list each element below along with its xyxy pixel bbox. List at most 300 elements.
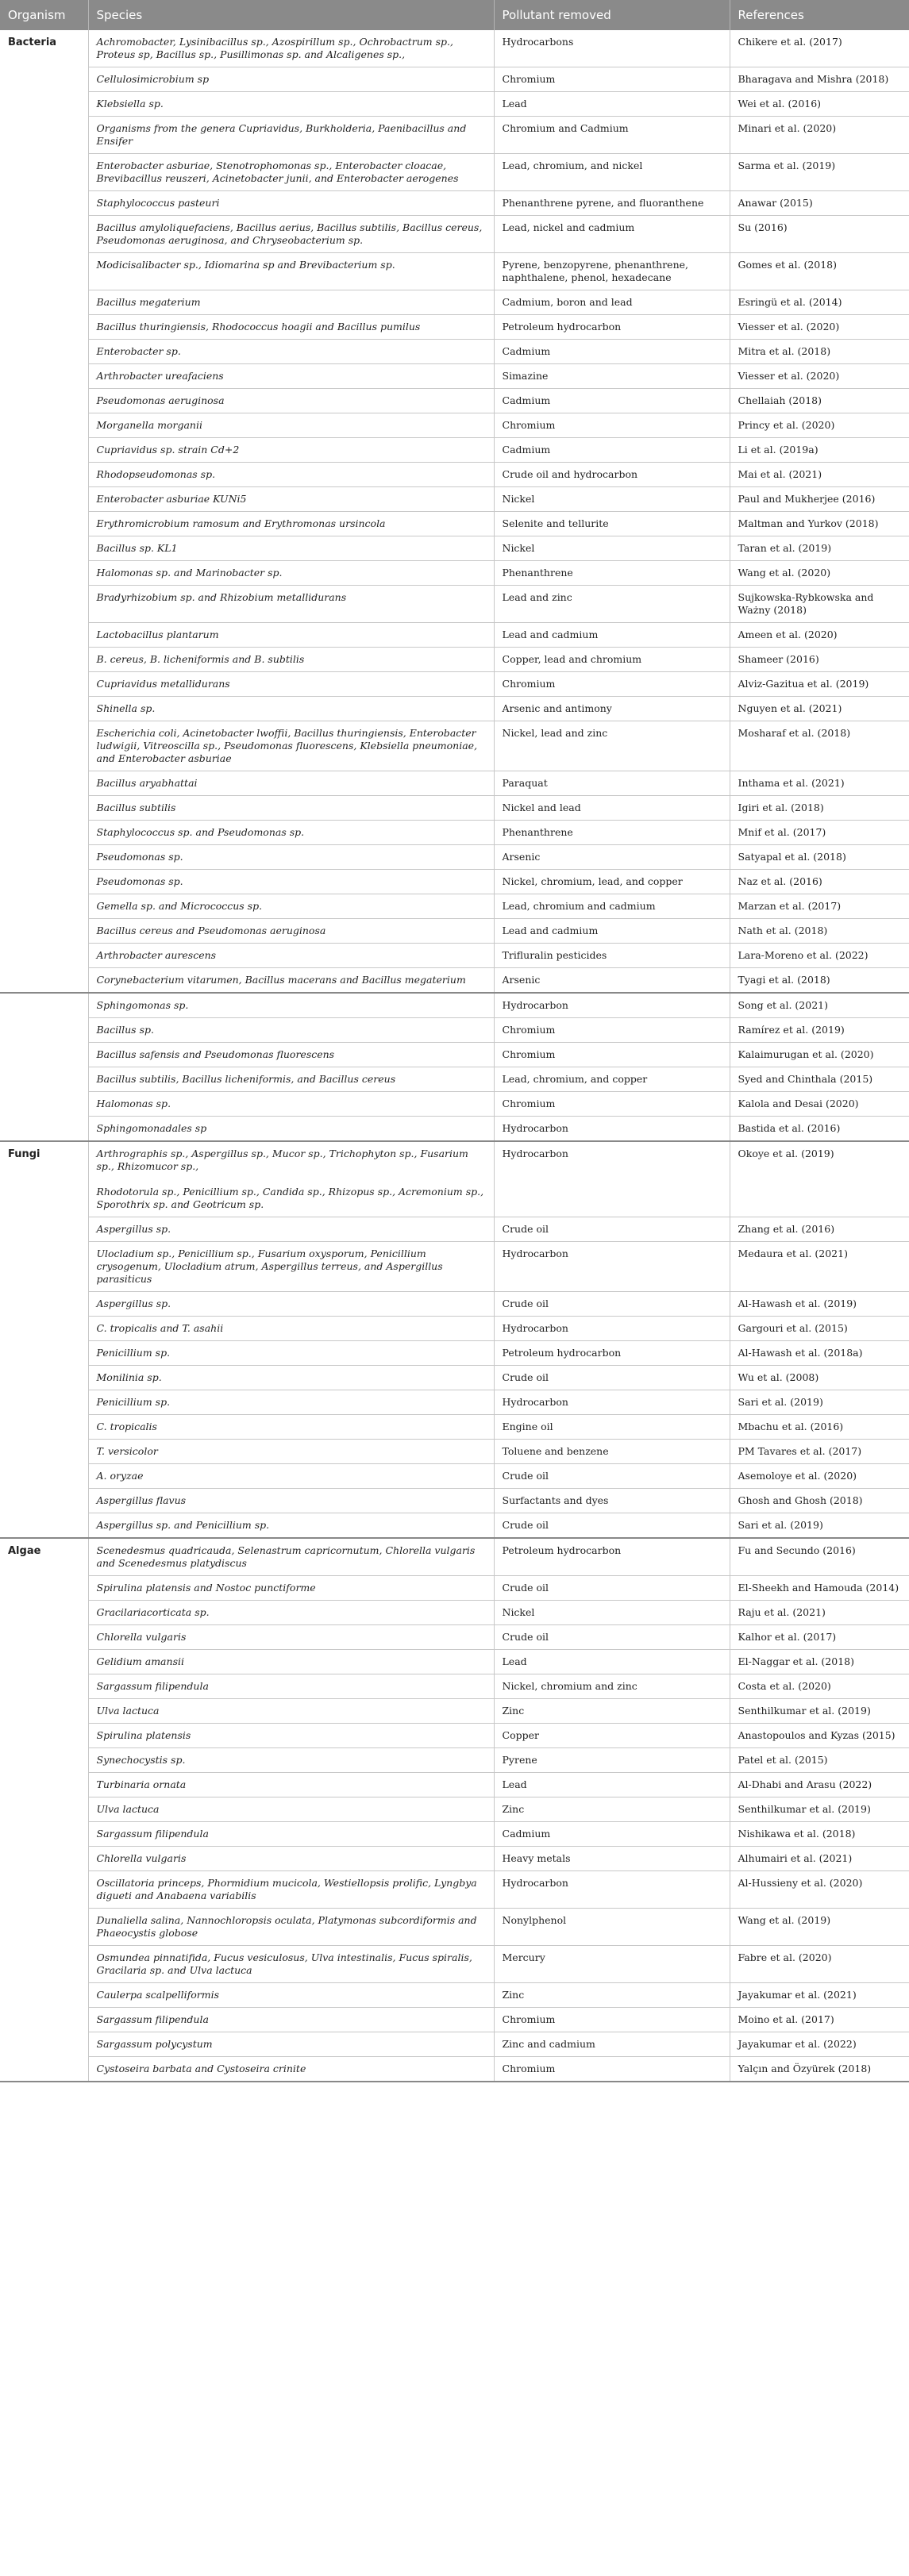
species-cell: Aspergillus sp. <box>88 1292 494 1317</box>
species-cell: Cellulosimicrobium sp <box>88 67 494 92</box>
table-row <box>0 290 909 315</box>
table-row <box>0 1748 909 1773</box>
pollutant-cell: Surfactants and dyes <box>494 1489 730 1513</box>
species-cell: Corynebacterium vitarumen, Bacillus macerans and Bacillus megaterium <box>88 968 494 994</box>
species-cell: Monilinia sp. <box>88 1366 494 1390</box>
reference-cell: Al-Hawash et al. (2019) <box>730 1292 909 1317</box>
pollutant-cell: Chromium <box>494 672 730 697</box>
table-row <box>0 1317 909 1341</box>
pollutant-cell: Chromium and Cadmium <box>494 117 730 154</box>
pollutant-cell: Petroleum hydrocarbon <box>494 315 730 340</box>
species-cell: Bacillus safensis and Pseudomonas fluorescens <box>88 1043 494 1067</box>
table-row <box>0 1366 909 1390</box>
table-row <box>0 845 909 870</box>
pollutant-cell: Engine oil <box>494 1415 730 1440</box>
table-row <box>0 561 909 586</box>
pollutant-cell: Crude oil <box>494 1366 730 1390</box>
reference-cell: Chikere et al. (2017) <box>730 30 909 67</box>
pollutant-cell: Hydrocarbon <box>494 1117 730 1142</box>
reference-cell: Maltman and Yurkov (2018) <box>730 512 909 536</box>
pollutant-cell: Hydrocarbon <box>494 993 730 1018</box>
reference-cell: Minari et al. (2020) <box>730 117 909 154</box>
species-cell: Chlorella vulgaris <box>88 1625 494 1650</box>
table-row <box>0 1390 909 1415</box>
pollutant-cell: Nickel, chromium and zinc <box>494 1674 730 1699</box>
species-cell: B. cereus, B. licheniformis and B. subtilis <box>88 648 494 672</box>
species-cell: Arthrobacter aurescens <box>88 944 494 968</box>
reference-cell: Al-Dhabi and Arasu (2022) <box>730 1773 909 1797</box>
species-cell: Sargassum filipendula <box>88 2008 494 2032</box>
table-row <box>0 438 909 463</box>
table-row <box>0 993 909 1018</box>
species-cell: Caulerpa scalpelliformis <box>88 1983 494 2008</box>
reference-cell: Viesser et al. (2020) <box>730 364 909 389</box>
reference-cell: Tyagi et al. (2018) <box>730 968 909 994</box>
pollutant-cell: Zinc <box>494 1797 730 1822</box>
reference-cell: Ghosh and Ghosh (2018) <box>730 1489 909 1513</box>
species-cell: C. tropicalis and T. asahii <box>88 1317 494 1341</box>
table-row <box>0 30 909 67</box>
pollutant-cell: Chromium <box>494 2057 730 2082</box>
table-row <box>0 1415 909 1440</box>
reference-cell: Sari et al. (2019) <box>730 1390 909 1415</box>
table-row <box>0 1601 909 1625</box>
species-cell: Aspergillus sp. <box>88 1217 494 1242</box>
species-cell: Morganella morganii <box>88 413 494 438</box>
pollutant-cell: Zinc <box>494 1699 730 1724</box>
species-cell: Sargassum filipendula <box>88 1674 494 1699</box>
table-row <box>0 1242 909 1292</box>
table-row <box>0 1292 909 1317</box>
pollutant-cell: Nickel <box>494 1601 730 1625</box>
table-row <box>0 1650 909 1674</box>
table-row <box>0 1773 909 1797</box>
pollutant-cell: Paraquat <box>494 771 730 796</box>
table-row <box>0 623 909 648</box>
table-row <box>0 771 909 796</box>
reference-cell: Mai et al. (2021) <box>730 463 909 487</box>
reference-cell: Paul and Mukherjee (2016) <box>730 487 909 512</box>
pollutant-cell: Chromium <box>494 1043 730 1067</box>
species-cell: Lactobacillus plantarum <box>88 623 494 648</box>
table-row <box>0 1538 909 1576</box>
species-cell: Arthrobacter ureafaciens <box>88 364 494 389</box>
reference-cell: Mitra et al. (2018) <box>730 340 909 364</box>
species-cell: Gelidium amansii <box>88 1650 494 1674</box>
table-row <box>0 968 909 994</box>
reference-cell: Mosharaf et al. (2018) <box>730 721 909 771</box>
reference-cell: Lara-Moreno et al. (2022) <box>730 944 909 968</box>
pollutant-cell: Crude oil <box>494 1625 730 1650</box>
reference-cell: Nguyen et al. (2021) <box>730 697 909 721</box>
reference-cell: Princy et al. (2020) <box>730 413 909 438</box>
species-cell: Bacillus thuringiensis, Rhodococcus hoagii and Bacillus pumilus <box>88 315 494 340</box>
table-row <box>0 1847 909 1871</box>
table-row <box>0 1871 909 1909</box>
species-cell: Cupriavidus sp. strain Cd+2 <box>88 438 494 463</box>
species-cell: Cystoseira barbata and Cystoseira crinite <box>88 2057 494 2082</box>
species-cell: Gemella sp. and Micrococcus sp. <box>88 894 494 919</box>
table-row <box>0 1464 909 1489</box>
pollutant-cell: Cadmium <box>494 340 730 364</box>
table-row <box>0 821 909 845</box>
pollutant-cell: Lead and cadmium <box>494 623 730 648</box>
pollutant-cell: Hydrocarbon <box>494 1317 730 1341</box>
pollutant-cell: Nonylphenol <box>494 1909 730 1946</box>
species-cell: Aspergillus sp. and Penicillium sp. <box>88 1513 494 1539</box>
table-row <box>0 1018 909 1043</box>
pollutant-cell: Chromium <box>494 67 730 92</box>
table-row <box>0 2008 909 2032</box>
species-cell: Sphingomonadales sp <box>88 1117 494 1142</box>
table-row <box>0 870 909 894</box>
species-cell: Sargassum polycystum <box>88 2032 494 2057</box>
pollutant-cell: Lead and zinc <box>494 586 730 623</box>
table-header <box>0 0 909 30</box>
pollutant-cell: Crude oil <box>494 1513 730 1539</box>
table-row <box>0 1699 909 1724</box>
table-row <box>0 586 909 623</box>
reference-cell: Nishikawa et al. (2018) <box>730 1822 909 1847</box>
table-row <box>0 1576 909 1601</box>
table-body <box>0 30 909 2082</box>
reference-cell: Marzan et al. (2017) <box>730 894 909 919</box>
reference-cell: Satyapal et al. (2018) <box>730 845 909 870</box>
reference-cell: Naz et al. (2016) <box>730 870 909 894</box>
species-cell: Staphylococcus sp. and Pseudomonas sp. <box>88 821 494 845</box>
table-row <box>0 389 909 413</box>
header-organism: Organism <box>0 0 88 30</box>
table-row <box>0 697 909 721</box>
pollutant-cell: Phenanthrene pyrene, and fluoranthene <box>494 191 730 216</box>
reference-cell: Wei et al. (2016) <box>730 92 909 117</box>
species-cell: Chlorella vulgaris <box>88 1847 494 1871</box>
table-row <box>0 364 909 389</box>
table-row <box>0 1440 909 1464</box>
table-row <box>0 1489 909 1513</box>
species-cell: Bacillus sp. <box>88 1018 494 1043</box>
reference-cell: Wu et al. (2008) <box>730 1366 909 1390</box>
pollutant-cell: Lead, chromium and cadmium <box>494 894 730 919</box>
reference-cell: Inthama et al. (2021) <box>730 771 909 796</box>
table-row <box>0 672 909 697</box>
header-pollutant: Pollutant removed <box>494 0 730 30</box>
pollutant-cell: Hydrocarbon <box>494 1390 730 1415</box>
reference-cell: Mbachu et al. (2016) <box>730 1415 909 1440</box>
reference-cell: Kalaimurugan et al. (2020) <box>730 1043 909 1067</box>
pollutant-cell: Nickel, chromium, lead, and copper <box>494 870 730 894</box>
reference-cell: Nath et al. (2018) <box>730 919 909 944</box>
organism-group-cell: Algae <box>0 1538 88 2082</box>
table-row <box>0 796 909 821</box>
species-cell: Escherichia coli, Acinetobacter lwoffii, Bacillus thuringiensis, Enterobacter ludwigii, Vitreoscilla sp., Pseudomonas fluorescens, Klebsiella pneumoniae, and Enterobacter asburiae <box>88 721 494 771</box>
species-cell: Enterobacter asburiae KUNi5 <box>88 487 494 512</box>
pollutant-cell: Nickel <box>494 487 730 512</box>
pollutant-cell: Chromium <box>494 413 730 438</box>
reference-cell: Kalhor et al. (2017) <box>730 1625 909 1650</box>
species-cell: Penicillium sp. <box>88 1341 494 1366</box>
pollutant-cell: Phenanthrene <box>494 821 730 845</box>
reference-cell: Ramírez et al. (2019) <box>730 1018 909 1043</box>
pollutant-cell: Hydrocarbon <box>494 1242 730 1292</box>
species-cell: T. versicolor <box>88 1440 494 1464</box>
reference-cell: Asemoloye et al. (2020) <box>730 1464 909 1489</box>
pollutant-cell: Lead <box>494 1773 730 1797</box>
pollutant-cell: Chromium <box>494 1092 730 1117</box>
species-cell: Synechocystis sp. <box>88 1748 494 1773</box>
reference-cell: Fu and Secundo (2016) <box>730 1538 909 1576</box>
reference-cell: Moino et al. (2017) <box>730 2008 909 2032</box>
reference-cell: Alhumairi et al. (2021) <box>730 1847 909 1871</box>
pollutant-cell: Pyrene <box>494 1748 730 1773</box>
pollutant-cell: Nickel <box>494 536 730 561</box>
reference-cell: Al-Hussieny et al. (2020) <box>730 1871 909 1909</box>
reference-cell: Gomes et al. (2018) <box>730 253 909 290</box>
species-cell: Bacillus megaterium <box>88 290 494 315</box>
species-cell: Modicisalibacter sp., Idiomarina sp and Brevibacterium sp. <box>88 253 494 290</box>
species-cell: Enterobacter sp. <box>88 340 494 364</box>
table-row <box>0 648 909 672</box>
pollutant-cell: Lead, chromium, and copper <box>494 1067 730 1092</box>
reference-cell: Anastopoulos and Kyzas (2015) <box>730 1724 909 1748</box>
pollutant-cell: Cadmium <box>494 1822 730 1847</box>
pollutant-cell: Chromium <box>494 2008 730 2032</box>
reference-cell: Shameer (2016) <box>730 648 909 672</box>
species-cell: Pseudomonas sp. <box>88 870 494 894</box>
pollutant-cell: Crude oil <box>494 1464 730 1489</box>
organism-group-cell: Fungi <box>0 1141 88 1538</box>
pollutant-cell: Mercury <box>494 1946 730 1983</box>
pollutant-cell: Copper, lead and chromium <box>494 648 730 672</box>
table-row <box>0 721 909 771</box>
pollutant-cell: Zinc <box>494 1983 730 2008</box>
reference-cell: Viesser et al. (2020) <box>730 315 909 340</box>
species-cell: Rhodopseudomonas sp. <box>88 463 494 487</box>
table-row <box>0 92 909 117</box>
species-cell: Bacillus amyloliquefaciens, Bacillus aerius, Bacillus subtilis, Bacillus cereus, Pseudomonas aeruginosa, and Chryseobacterium sp. <box>88 216 494 253</box>
table-row <box>0 340 909 364</box>
table-row <box>0 512 909 536</box>
pollutant-cell: Crude oil <box>494 1217 730 1242</box>
species-cell: Klebsiella sp. <box>88 92 494 117</box>
pollutant-cell: Copper <box>494 1724 730 1748</box>
pollutant-cell: Crude oil <box>494 1576 730 1601</box>
reference-cell: Li et al. (2019a) <box>730 438 909 463</box>
species-cell: Osmundea pinnatifida, Fucus vesiculosus, Ulva intestinalis, Fucus spiralis, Gracilaria sp. and Ulva lactuca <box>88 1946 494 1983</box>
pollutant-cell: Lead <box>494 1650 730 1674</box>
species-cell: Turbinaria ornata <box>88 1773 494 1797</box>
species-cell: Gracilariacorticata sp. <box>88 1601 494 1625</box>
species-cell: Ulocladium sp., Penicillium sp., Fusarium oxysporum, Penicillium crysogenum, Ulocladium atrum, Aspergillus terreus, and Aspergillus parasiticus <box>88 1242 494 1292</box>
reference-cell: Esringü et al. (2014) <box>730 290 909 315</box>
table-row <box>0 1141 909 1217</box>
reference-cell: Igiri et al. (2018) <box>730 796 909 821</box>
reference-cell: Yalçın and Özyürek (2018) <box>730 2057 909 2082</box>
table-row <box>0 117 909 154</box>
pollutant-cell: Cadmium <box>494 438 730 463</box>
species-cell: Spirulina platensis and Nostoc punctiforme <box>88 1576 494 1601</box>
table-row <box>0 154 909 191</box>
pollutant-cell: Nickel, lead and zinc <box>494 721 730 771</box>
table-row <box>0 1043 909 1067</box>
pollutant-cell: Lead, chromium, and nickel <box>494 154 730 191</box>
reference-cell: Wang et al. (2019) <box>730 1909 909 1946</box>
table-row <box>0 67 909 92</box>
pollutant-cell: Petroleum hydrocarbon <box>494 1538 730 1576</box>
table-row <box>0 1674 909 1699</box>
table-row <box>0 1822 909 1847</box>
pollutant-cell: Toluene and benzene <box>494 1440 730 1464</box>
species-cell: Sphingomonas sp. <box>88 993 494 1018</box>
species-cell: Arthrographis sp., Aspergillus sp., Mucor sp., Trichophyton sp., Fusarium sp., Rhizomucor sp., Rhodotorula sp., Penicillium sp., Candida sp., Rhizopus sp., Acremonium sp., Sporothrix sp. and Geotricum sp. <box>88 1141 494 1217</box>
species-cell: Dunaliella salina, Nannochloropsis oculata, Platymonas subcordiformis and Phaeocystis globose <box>88 1909 494 1946</box>
species-cell: Pseudomonas aeruginosa <box>88 389 494 413</box>
reference-cell: Senthilkumar et al. (2019) <box>730 1699 909 1724</box>
reference-cell: Senthilkumar et al. (2019) <box>730 1797 909 1822</box>
reference-cell: Raju et al. (2021) <box>730 1601 909 1625</box>
reference-cell: Gargouri et al. (2015) <box>730 1317 909 1341</box>
pollutant-cell: Arsenic <box>494 968 730 994</box>
pollutant-cell: Arsenic and antimony <box>494 697 730 721</box>
pollutant-cell: Crude oil and hydrocarbon <box>494 463 730 487</box>
reference-cell: Alviz-Gazitua et al. (2019) <box>730 672 909 697</box>
reference-cell: El-Sheekh and Hamouda (2014) <box>730 1576 909 1601</box>
pollutant-cell: Petroleum hydrocarbon <box>494 1341 730 1366</box>
pollutant-cell: Nickel and lead <box>494 796 730 821</box>
pollutant-cell: Zinc and cadmium <box>494 2032 730 2057</box>
reference-cell: Mnif et al. (2017) <box>730 821 909 845</box>
species-cell: Staphylococcus pasteuri <box>88 191 494 216</box>
species-cell: Bacillus sp. KL1 <box>88 536 494 561</box>
table-row <box>0 1983 909 2008</box>
species-cell: Bacillus subtilis <box>88 796 494 821</box>
reference-cell: Taran et al. (2019) <box>730 536 909 561</box>
reference-cell: Sari et al. (2019) <box>730 1513 909 1539</box>
table-row <box>0 1067 909 1092</box>
reference-cell: Su (2016) <box>730 216 909 253</box>
pollutant-cell: Crude oil <box>494 1292 730 1317</box>
pollutant-cell: Cadmium, boron and lead <box>494 290 730 315</box>
header-references: References <box>730 0 909 30</box>
species-cell: Halomonas sp. <box>88 1092 494 1117</box>
table-row <box>0 413 909 438</box>
species-cell: Cupriavidus metallidurans <box>88 672 494 697</box>
table-row <box>0 944 909 968</box>
species-cell: Oscillatoria princeps, Phormidium mucicola, Westiellopsis prolific, Lyngbya digueti and Anabaena variabilis <box>88 1871 494 1909</box>
pollutant-cell: Lead <box>494 92 730 117</box>
reference-cell: Jayakumar et al. (2022) <box>730 2032 909 2057</box>
reference-cell: Costa et al. (2020) <box>730 1674 909 1699</box>
reference-cell: Chellaiah (2018) <box>730 389 909 413</box>
species-cell: Ulva lactuca <box>88 1699 494 1724</box>
reference-cell: Bharagava and Mishra (2018) <box>730 67 909 92</box>
species-cell: A. oryzae <box>88 1464 494 1489</box>
table-row <box>0 1797 909 1822</box>
species-cell: Scenedesmus quadricauda, Selenastrum capricornutum, Chlorella vulgaris and Scenedesmus platydiscus <box>88 1538 494 1576</box>
reference-cell: Bastida et al. (2016) <box>730 1117 909 1142</box>
reference-cell: Song et al. (2021) <box>730 993 909 1018</box>
pollutant-cell: Lead and cadmium <box>494 919 730 944</box>
table-row <box>0 1217 909 1242</box>
pollutant-cell: Chromium <box>494 1018 730 1043</box>
table-row <box>0 1909 909 1946</box>
reference-cell: Patel et al. (2015) <box>730 1748 909 1773</box>
reference-cell: Okoye et al. (2019) <box>730 1141 909 1217</box>
species-cell: Erythromicrobium ramosum and Erythromonas ursincola <box>88 512 494 536</box>
species-cell: Bacillus cereus and Pseudomonas aeruginosa <box>88 919 494 944</box>
table-row <box>0 315 909 340</box>
pollutant-cell: Arsenic <box>494 845 730 870</box>
pollutant-cell: Heavy metals <box>494 1847 730 1871</box>
table-row <box>0 919 909 944</box>
reference-cell: Sujkowska-Rybkowska and Ważny (2018) <box>730 586 909 623</box>
header-species: Species <box>88 0 494 30</box>
reference-cell: Al-Hawash et al. (2018a) <box>730 1341 909 1366</box>
reference-cell: Wang et al. (2020) <box>730 561 909 586</box>
table-row <box>0 894 909 919</box>
table-row <box>0 2057 909 2082</box>
table-row <box>0 1625 909 1650</box>
species-cell: Ulva lactuca <box>88 1797 494 1822</box>
species-cell: Achromobacter, Lysinibacillus sp., Azospirillum sp., Ochrobactrum sp., Proteus sp, Bacillus sp., Pusillimonas sp. and Alcaligenes sp., <box>88 30 494 67</box>
pollutant-cell: Hydrocarbon <box>494 1141 730 1217</box>
species-cell: Shinella sp. <box>88 697 494 721</box>
species-cell: Enterobacter asburiae, Stenotrophomonas sp., Enterobacter cloacae, Brevibacillus reuszeri, Acinetobacter junii, and Enterobacter aerogenes <box>88 154 494 191</box>
table-row <box>0 1117 909 1142</box>
reference-cell: Jayakumar et al. (2021) <box>730 1983 909 2008</box>
table-row <box>0 1513 909 1539</box>
table-row <box>0 536 909 561</box>
species-cell: Bacillus subtilis, Bacillus licheniformis, and Bacillus cereus <box>88 1067 494 1092</box>
table-row <box>0 216 909 253</box>
table-row <box>0 2032 909 2057</box>
reference-cell: Anawar (2015) <box>730 191 909 216</box>
table-row <box>0 253 909 290</box>
pollutant-cell: Selenite and tellurite <box>494 512 730 536</box>
species-cell: Pseudomonas sp. <box>88 845 494 870</box>
header-row <box>0 0 909 30</box>
reference-cell: Sarma et al. (2019) <box>730 154 909 191</box>
table-row <box>0 1092 909 1117</box>
pollutant-cell: Trifluralin pesticides <box>494 944 730 968</box>
pollutant-cell: Lead, nickel and cadmium <box>494 216 730 253</box>
reference-cell: Zhang et al. (2016) <box>730 1217 909 1242</box>
reference-cell: Medaura et al. (2021) <box>730 1242 909 1292</box>
species-cell: Halomonas sp. and Marinobacter sp. <box>88 561 494 586</box>
table-row <box>0 1341 909 1366</box>
species-cell: Organisms from the genera Cupriavidus, Burkholderia, Paenibacillus and Ensifer <box>88 117 494 154</box>
pollutant-cell: Phenanthrene <box>494 561 730 586</box>
table-row <box>0 463 909 487</box>
species-cell: Bacillus aryabhattai <box>88 771 494 796</box>
table-row <box>0 191 909 216</box>
reference-cell: Kalola and Desai (2020) <box>730 1092 909 1117</box>
species-cell: Aspergillus flavus <box>88 1489 494 1513</box>
species-cell: Spirulina platensis <box>88 1724 494 1748</box>
pollutant-cell: Hydrocarbon <box>494 1871 730 1909</box>
species-cell: C. tropicalis <box>88 1415 494 1440</box>
pollutant-cell: Cadmium <box>494 389 730 413</box>
reference-cell: El-Naggar et al. (2018) <box>730 1650 909 1674</box>
reference-cell: Fabre et al. (2020) <box>730 1946 909 1983</box>
pollutant-cell: Pyrene, benzopyrene, phenanthrene, naphthalene, phenol, hexadecane <box>494 253 730 290</box>
reference-cell: Ameen et al. (2020) <box>730 623 909 648</box>
pollutant-cell: Hydrocarbons <box>494 30 730 67</box>
species-cell: Sargassum filipendula <box>88 1822 494 1847</box>
pollutant-cell: Simazine <box>494 364 730 389</box>
organism-group-cell <box>0 993 88 1141</box>
table-row <box>0 487 909 512</box>
